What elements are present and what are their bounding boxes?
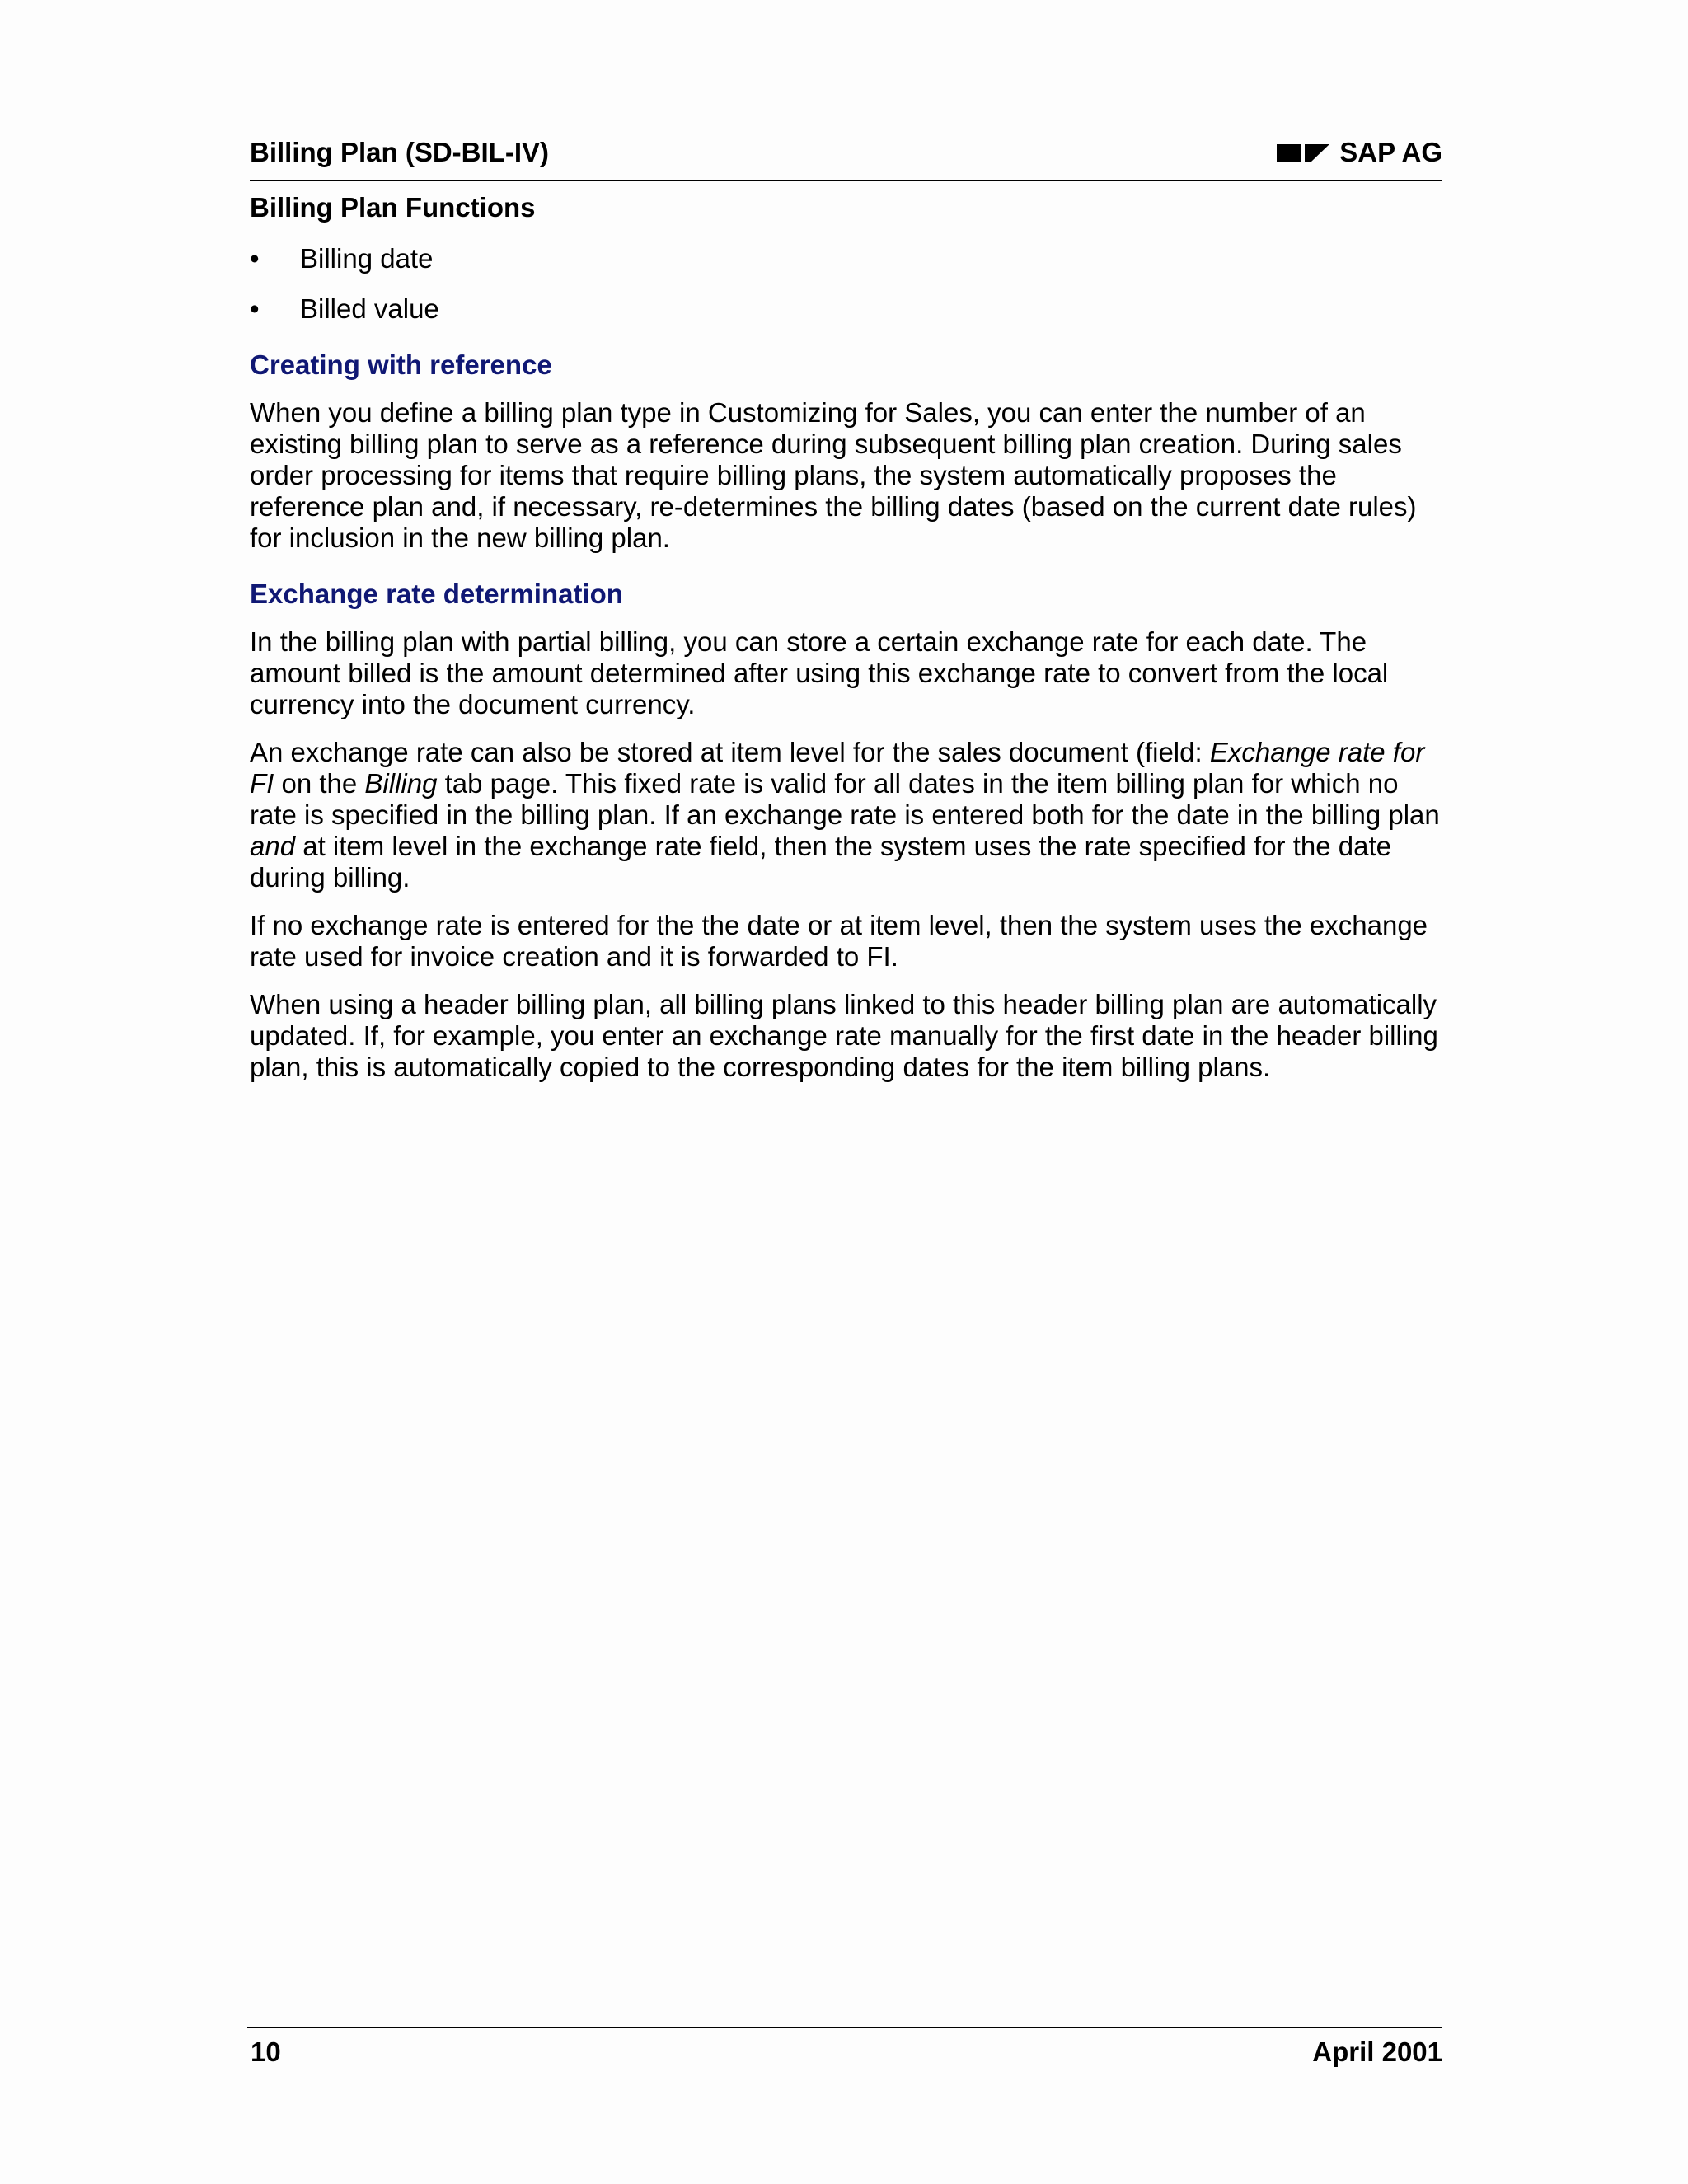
header-company-name: SAP AG <box>1339 137 1442 167</box>
page-number: 10 <box>251 2036 281 2067</box>
bullet-icon: • <box>250 293 260 324</box>
list-item-text: Billed value <box>300 293 439 324</box>
subheading-exchange-rate: Exchange rate determination <box>250 579 623 609</box>
and-emphasis: and <box>250 831 296 861</box>
paragraph-exchange-rate-1: In the billing plan with partial billing, you can store a certain exchange rate for each date. The amount billed is the amount determined after using this exchange rate to convert from the local currency into the document currency. <box>250 626 1389 719</box>
field-name-emphasis: Exchange rate for FI <box>250 737 1425 799</box>
bullet-icon: • <box>250 243 260 274</box>
sap-logo-icon <box>1277 143 1329 163</box>
bullet-list <box>250 243 1442 325</box>
text-run: tab page. This fixed rate is valid for all dates in the item billing plan for which no rate is specified in the billing plan. If an exchange rate is entered both for the date in the billing plan <box>250 768 1440 830</box>
paragraph-exchange-rate-3: If no exchange rate is entered for the the date or at item level, then the system uses the exchange rate used for invoice creation and it is forwarded to FI. <box>250 910 1428 972</box>
header-title: Billing Plan (SD-BIL-IV) <box>250 137 549 167</box>
page-footer <box>247 2027 1442 2066</box>
paragraph-exchange-rate-4: When using a header billing plan, all billing plans linked to this header billing plan are automatically updated. If, for example, you enter an exchange rate manually for the first date in the header billing plan, this is automatically copied to the corresponding dates for the item billing plans. <box>250 989 1438 1082</box>
list-item <box>250 243 1442 274</box>
text-run: at item level in the exchange rate field, then the system uses the rate specified for the date during billing. <box>250 831 1391 893</box>
text-run: An exchange rate can also be stored at item level for the sales document (field: <box>250 737 1210 767</box>
page-content <box>250 191 1442 1099</box>
paragraph-exchange-rate-2 <box>250 737 1442 893</box>
subheading-creating-with-reference: Creating with reference <box>250 349 552 380</box>
page-header <box>250 137 1442 181</box>
text-run: on the <box>274 768 365 799</box>
tab-name-emphasis: Billing <box>364 768 438 799</box>
list-item <box>250 293 1442 325</box>
header-company <box>1277 137 1442 168</box>
footer-date: April 2001 <box>1312 2036 1442 2067</box>
paragraph-creating-with-reference: When you define a billing plan type in Customizing for Sales, you can enter the number of an existing billing plan to serve as a reference during subsequent billing plan creation. During sales order processing for items that require billing plans, the system automatically proposes the reference plan and, if necessary, re-determines the billing dates (based on the current date rules) for inclusion in the new billing plan. <box>250 397 1417 553</box>
section-title: Billing Plan Functions <box>250 192 536 223</box>
list-item-text: Billing date <box>300 243 434 274</box>
